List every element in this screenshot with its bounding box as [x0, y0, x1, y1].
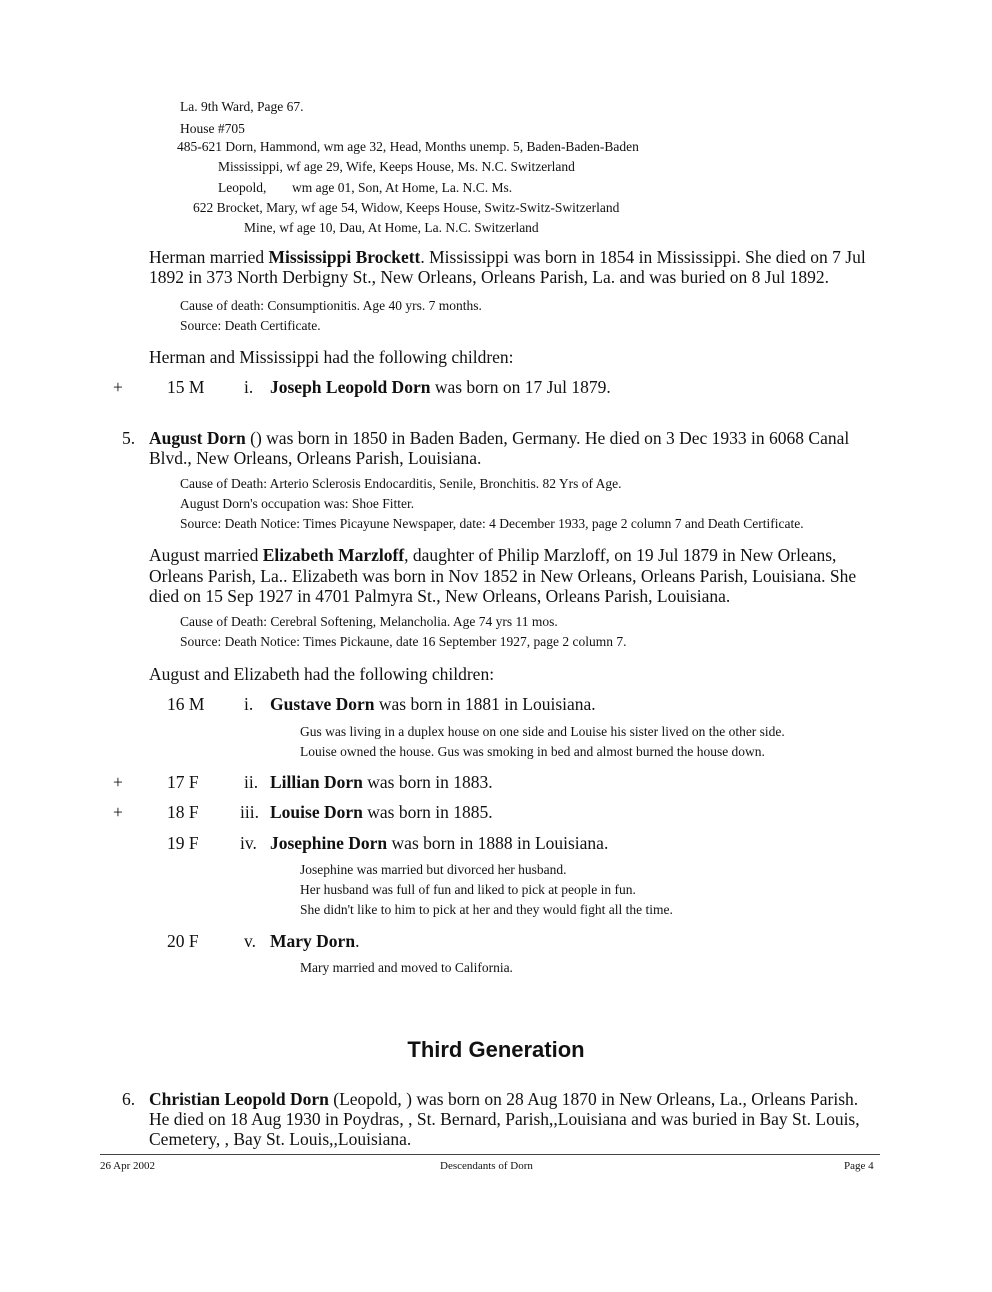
person-name: August Dorn — [149, 428, 246, 448]
child-number: 20 F — [167, 931, 199, 951]
marriage-paragraph: August married Elizabeth Marzloff, daughter of Philip Marzloff, on 19 Jul 1879 in New Orleans, — [149, 545, 837, 565]
child-note: Louise owned the house. Gus was smoking in bed and almost burned the house down. — [300, 744, 765, 759]
footer-date: 26 Apr 2002 — [100, 1160, 155, 1172]
person-name: Christian Leopold Dorn — [149, 1089, 329, 1109]
census-line: wm age 01, Son, At Home, La. N.C. Ms. — [292, 180, 513, 195]
child-note: Gus was living in a duplex house on one side and Louise his sister lived on the other side. — [300, 724, 785, 739]
child-note: Her husband was full of fun and liked to pick at people in fun. — [300, 882, 636, 897]
footer-title: Descendants of Dorn — [440, 1160, 533, 1172]
footer-rule — [100, 1154, 880, 1155]
spouse-name: Mississippi Brockett — [268, 247, 421, 267]
child-roman: i. — [244, 694, 254, 714]
note-line: Cause of death: Consumptionitis. Age 40 yrs. 7 months. — [180, 298, 482, 313]
child-entry: Lillian Dorn was born in 1883. — [270, 772, 493, 792]
child-note: She didn't like to him to pick at her and they would fight all the time. — [300, 902, 673, 917]
person-paragraph: Christian Leopold Dorn (Leopold, ) was born on 28 Aug 1870 in New Orleans, La., Orleans Parish. — [149, 1089, 859, 1109]
has-descendants-marker: + — [113, 802, 123, 822]
marriage-paragraph: Herman married Mississippi Brockett. Mississippi was born in 1854 in Mississippi. She died on 7 Jul — [149, 247, 866, 267]
census-line: Leopold, — [218, 180, 267, 195]
child-roman: i. — [244, 377, 254, 397]
section-heading: Third Generation — [407, 1037, 585, 1062]
marriage-paragraph-line: died on 15 Sep 1927 in 4701 Palmyra St., New Orleans, Orleans Parish, Louisiana. — [149, 586, 731, 606]
child-number: 16 M — [167, 694, 205, 714]
child-note: Josephine was married but divorced her husband. — [300, 862, 567, 877]
child-entry: Mary Dorn. — [270, 931, 360, 951]
marriage-paragraph-line: Orleans Parish, La.. Elizabeth was born in Nov 1852 in New Orleans, Orleans Parish, Louisiana. She — [149, 566, 857, 586]
person-paragraph-line: Blvd., New Orleans, Orleans Parish, Louisiana. — [149, 448, 482, 468]
has-descendants-marker: + — [113, 377, 123, 397]
child-note: Mary married and moved to California. — [300, 960, 513, 975]
child-number: 18 F — [167, 802, 199, 822]
note-line: Source: Death Notice: Times Picayune Newspaper, date: 4 December 1933, page 2 column 7 and Death Certificate. — [180, 516, 804, 531]
entry-number: 5. — [122, 428, 136, 448]
child-number: 15 M — [167, 377, 205, 397]
children-intro: August and Elizabeth had the following children: — [149, 664, 495, 684]
note-line: Cause of Death: Cerebral Softening, Melancholia. Age 74 yrs 11 mos. — [180, 614, 558, 629]
child-roman: ii. — [244, 772, 259, 792]
children-intro: Herman and Mississippi had the following children: — [149, 347, 514, 367]
child-number: 19 F — [167, 833, 199, 853]
child-entry: Joseph Leopold Dorn was born on 17 Jul 1879. — [270, 377, 611, 397]
census-line: La. 9th Ward, Page 67. — [180, 99, 304, 114]
has-descendants-marker: + — [113, 772, 123, 792]
census-line: House #705 — [180, 121, 245, 136]
census-line: Mine, wf age 10, Dau, At Home, La. N.C. Switzerland — [244, 220, 539, 235]
note-line: Source: Death Notice: Times Pickaune, date 16 September 1927, page 2 column 7. — [180, 634, 627, 649]
note-line: Cause of Death: Arterio Sclerosis Endocarditis, Senile, Bronchitis. 82 Yrs of Age. — [180, 476, 622, 491]
child-roman: v. — [244, 931, 256, 951]
person-paragraph-line: He died on 18 Aug 1930 in Poydras, , St. Bernard, Parish,,Louisiana and was buried in Bay St. Louis, — [149, 1109, 860, 1129]
entry-number: 6. — [122, 1089, 136, 1109]
child-roman: iii. — [240, 802, 259, 822]
child-roman: iv. — [240, 833, 257, 853]
person-paragraph: August Dorn () was born in 1850 in Baden Baden, Germany. He died on 3 Dec 1933 in 6068 Canal — [149, 428, 850, 448]
note-line: Source: Death Certificate. — [180, 318, 321, 333]
census-line: 485-621 Dorn, Hammond, wm age 32, Head, Months unemp. 5, Baden-Baden-Baden — [177, 139, 639, 154]
footer-page-number: Page 4 — [844, 1160, 874, 1172]
child-number: 17 F — [167, 772, 199, 792]
child-entry: Josephine Dorn was born in 1888 in Louisiana. — [270, 833, 609, 853]
child-entry: Gustave Dorn was born in 1881 in Louisiana. — [270, 694, 596, 714]
child-entry: Louise Dorn was born in 1885. — [270, 802, 493, 822]
marriage-paragraph-line: 1892 in 373 North Derbigny St., New Orleans, Orleans Parish, La. and was buried on 8 Jul 1892. — [149, 267, 829, 287]
person-paragraph-line: Cemetery, , Bay St. Louis,,Louisiana. — [149, 1129, 412, 1149]
census-line: 622 Brocket, Mary, wf age 54, Widow, Keeps House, Switz-Switz-Switzerland — [193, 200, 620, 215]
note-line: August Dorn's occupation was: Shoe Fitter. — [180, 496, 415, 511]
census-line: Mississippi, wf age 29, Wife, Keeps House, Ms. N.C. Switzerland — [218, 159, 575, 174]
spouse-name: Elizabeth Marzloff — [262, 545, 405, 565]
